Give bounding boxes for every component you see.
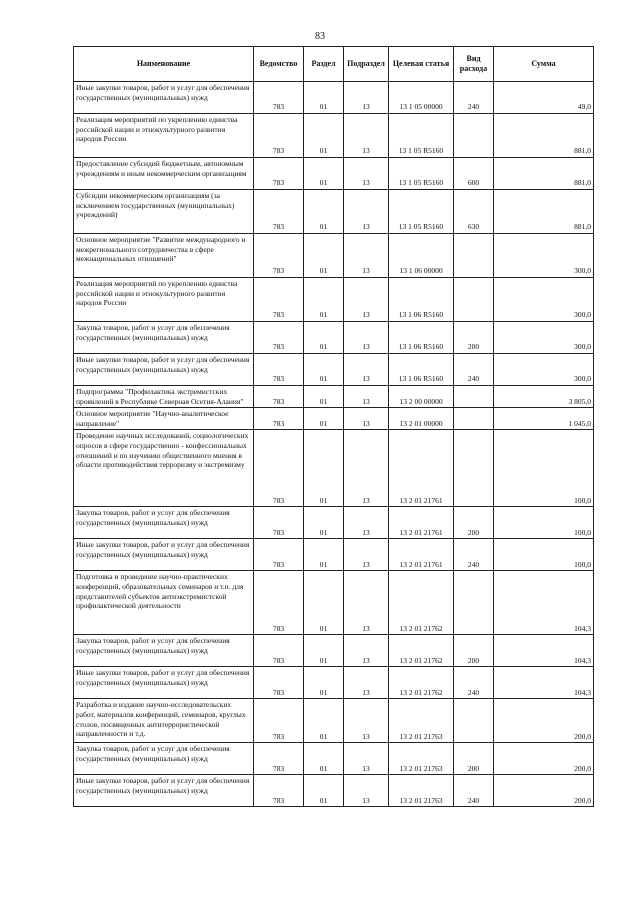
cell-section: 01 [304,114,344,158]
table-row [74,635,594,667]
cell-dept: 783 [254,699,304,743]
cell-type: 600 [454,158,494,190]
cell-sum: 100,0 [494,539,594,571]
cell-type [454,699,494,743]
cell-section: 01 [304,571,344,635]
cell-subsection: 13 [344,322,389,354]
table-row [74,278,594,322]
cell-type [454,386,494,408]
cell-name: Разработка и издание научно-исследовательских работ, материалов конференций, семинаров, круглых столов, посвященных антитеррористической направленности и т.д. [74,699,254,743]
cell-name: Реализация мероприятий по укреплению единства российской нации и этнокультурного развития народов России [74,278,254,322]
table-row [74,571,594,635]
table-row [74,322,594,354]
table-row [74,539,594,571]
cell-type [454,234,494,278]
page-number: 83 [315,31,325,42]
cell-section: 01 [304,667,344,699]
table-row [74,114,594,158]
cell-sum: 200,0 [494,699,594,743]
cell-type [454,430,494,507]
cell-article: 13 1 06 R5160 [389,322,454,354]
header-dept: Ведомство [254,47,304,82]
cell-article: 13 2 01 21761 [389,507,454,539]
cell-name: Подготовка и проведение научно-практических конференций, образовательных семинаров и т.п. для представителей субъектов антиэкстремистской профилактической деятельности [74,571,254,635]
cell-sum: 104,3 [494,667,594,699]
cell-article: 13 2 01 21761 [389,539,454,571]
cell-sum: 1 045,0 [494,408,594,430]
cell-dept: 783 [254,775,304,807]
cell-name: Проведение научных исследований, социологических опросов в сфере государственно - конфессиональных отношений и по изучению общественного мнения в области противодействия терроризму и экстремизму [74,430,254,507]
cell-sum: 300,0 [494,354,594,386]
header-name: Наименование [74,47,254,82]
cell-article: 13 1 05 00000 [389,82,454,114]
table-row [74,82,594,114]
cell-article: 13 2 01 21763 [389,699,454,743]
cell-dept: 783 [254,322,304,354]
cell-type: 630 [454,190,494,234]
cell-type: 200 [454,635,494,667]
cell-dept: 783 [254,430,304,507]
cell-name: Предоставление субсидий бюджетным, автономным учреждениям и иным некоммерческим организациям [74,158,254,190]
cell-article: 13 2 01 21762 [389,667,454,699]
cell-sum: 881,0 [494,158,594,190]
table-row [74,775,594,807]
cell-article: 13 2 01 21762 [389,571,454,635]
table-header-row [74,47,594,82]
cell-sum: 104,3 [494,635,594,667]
cell-name: Основное мероприятие "Развитие международного и межрегионального сотрудничества в сфере межнациональных отношений" [74,234,254,278]
cell-dept: 783 [254,114,304,158]
table-row [74,158,594,190]
cell-sum: 300,0 [494,278,594,322]
table-row [74,354,594,386]
cell-article: 13 2 00 00000 [389,386,454,408]
header-section: Раздел [304,47,344,82]
table-row [74,386,594,408]
cell-type: 200 [454,743,494,775]
cell-subsection: 13 [344,234,389,278]
cell-name: Закупка товаров, работ и услуг для обеспечения государственных (муниципальных) нужд [74,635,254,667]
cell-section: 01 [304,278,344,322]
cell-section: 01 [304,354,344,386]
table-row [74,667,594,699]
cell-sum: 49,0 [494,82,594,114]
cell-section: 01 [304,322,344,354]
cell-section: 01 [304,775,344,807]
cell-subsection: 13 [344,571,389,635]
cell-subsection: 13 [344,386,389,408]
header-type: Вид расхода [454,47,494,82]
cell-subsection: 13 [344,507,389,539]
cell-type [454,114,494,158]
cell-section: 01 [304,507,344,539]
cell-article: 13 2 01 00000 [389,408,454,430]
cell-subsection: 13 [344,114,389,158]
cell-section: 01 [304,82,344,114]
table-row [74,507,594,539]
cell-type: 200 [454,322,494,354]
cell-section: 01 [304,430,344,507]
cell-dept: 783 [254,539,304,571]
cell-sum: 881,0 [494,114,594,158]
cell-subsection: 13 [344,539,389,571]
cell-subsection: 13 [344,190,389,234]
cell-sum: 300,0 [494,322,594,354]
cell-sum: 200,0 [494,775,594,807]
cell-dept: 783 [254,571,304,635]
cell-dept: 783 [254,507,304,539]
table-row [74,190,594,234]
cell-sum: 881,0 [494,190,594,234]
cell-sum: 200,0 [494,743,594,775]
cell-section: 01 [304,234,344,278]
cell-sum: 100,0 [494,507,594,539]
cell-dept: 783 [254,635,304,667]
cell-type [454,408,494,430]
cell-dept: 783 [254,82,304,114]
cell-name: Субсидии некоммерческим организациям (за исключением государственных (муниципальных) учреждений) [74,190,254,234]
cell-article: 13 1 05 R5160 [389,190,454,234]
cell-article: 13 1 05 R5160 [389,158,454,190]
cell-article: 13 1 06 R5160 [389,354,454,386]
cell-dept: 783 [254,354,304,386]
cell-section: 01 [304,386,344,408]
cell-sum: 104,3 [494,571,594,635]
cell-type: 240 [454,667,494,699]
cell-sum: 3 805,0 [494,386,594,408]
header-sum: Сумма [494,47,594,82]
cell-article: 13 2 01 21762 [389,635,454,667]
cell-name: Подпрограмма "Профилактика экстремистских проявлений в Республике Северная Осетия-Алания" [74,386,254,408]
cell-subsection: 13 [344,278,389,322]
cell-dept: 783 [254,743,304,775]
cell-type: 240 [454,354,494,386]
cell-dept: 783 [254,386,304,408]
cell-dept: 783 [254,190,304,234]
cell-type: 240 [454,539,494,571]
table-row [74,234,594,278]
table-body [74,82,594,807]
budget-table [73,46,594,807]
cell-article: 13 2 01 21763 [389,775,454,807]
cell-dept: 783 [254,158,304,190]
cell-article: 13 2 01 21761 [389,430,454,507]
cell-section: 01 [304,190,344,234]
cell-sum: 100,0 [494,430,594,507]
cell-name: Закупка товаров, работ и услуг для обеспечения государственных (муниципальных) нужд [74,743,254,775]
cell-type [454,278,494,322]
header-article: Целевая статья [389,47,454,82]
cell-subsection: 13 [344,635,389,667]
cell-section: 01 [304,539,344,571]
cell-sum: 300,0 [494,234,594,278]
cell-dept: 783 [254,278,304,322]
cell-type [454,571,494,635]
table-row [74,408,594,430]
cell-subsection: 13 [344,743,389,775]
header-subsection: Подраздел [344,47,389,82]
cell-name: Основное мероприятие "Научно-аналитическое направление" [74,408,254,430]
cell-section: 01 [304,158,344,190]
cell-name: Закупка товаров, работ и услуг для обеспечения государственных (муниципальных) нужд [74,507,254,539]
cell-subsection: 13 [344,430,389,507]
cell-subsection: 13 [344,354,389,386]
cell-subsection: 13 [344,699,389,743]
cell-subsection: 13 [344,82,389,114]
cell-article: 13 2 01 21763 [389,743,454,775]
cell-dept: 783 [254,408,304,430]
cell-article: 13 1 05 R5160 [389,114,454,158]
cell-name: Иные закупки товаров, работ и услуг для обеспечения государственных (муниципальных) нужд [74,354,254,386]
cell-name: Реализация мероприятий по укреплению единства российской нации и этнокультурного развития народов России [74,114,254,158]
cell-name: Закупка товаров, работ и услуг для обеспечения государственных (муниципальных) нужд [74,322,254,354]
cell-subsection: 13 [344,667,389,699]
cell-name: Иные закупки товаров, работ и услуг для обеспечения государственных (муниципальных) нужд [74,775,254,807]
cell-article: 13 1 06 R5160 [389,278,454,322]
cell-section: 01 [304,699,344,743]
cell-article: 13 1 06 00000 [389,234,454,278]
cell-section: 01 [304,743,344,775]
cell-subsection: 13 [344,775,389,807]
cell-subsection: 13 [344,158,389,190]
cell-section: 01 [304,408,344,430]
table-row [74,699,594,743]
cell-type: 200 [454,507,494,539]
cell-type: 240 [454,82,494,114]
cell-dept: 783 [254,667,304,699]
table-row [74,430,594,507]
cell-name: Иные закупки товаров, работ и услуг для обеспечения государственных (муниципальных) нужд [74,82,254,114]
cell-dept: 783 [254,234,304,278]
table-row [74,743,594,775]
cell-section: 01 [304,635,344,667]
cell-name: Иные закупки товаров, работ и услуг для обеспечения государственных (муниципальных) нужд [74,539,254,571]
cell-name: Иные закупки товаров, работ и услуг для обеспечения государственных (муниципальных) нужд [74,667,254,699]
cell-subsection: 13 [344,408,389,430]
cell-type: 240 [454,775,494,807]
